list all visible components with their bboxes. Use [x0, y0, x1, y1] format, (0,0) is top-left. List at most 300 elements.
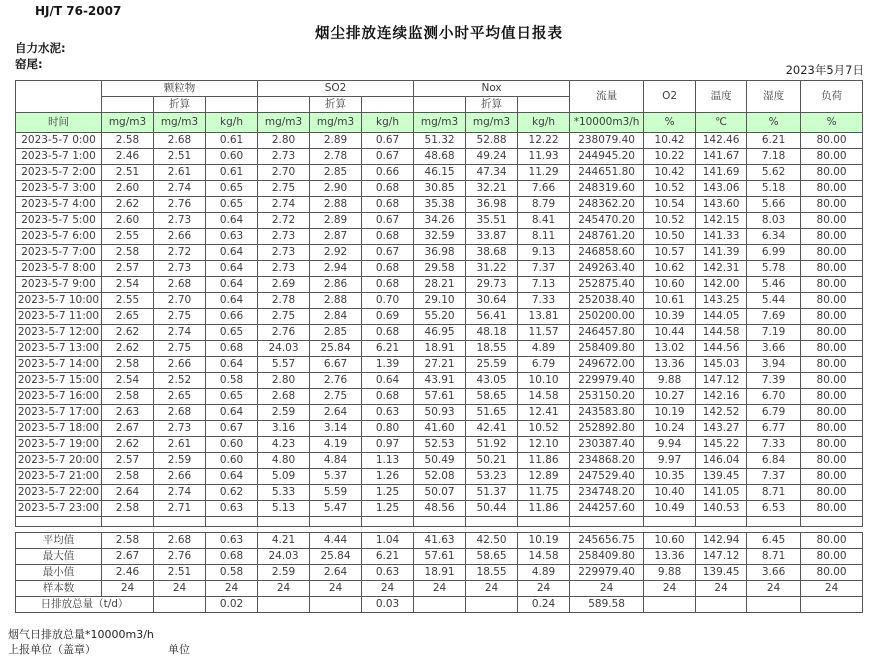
value-cell: 2.66 — [154, 229, 206, 245]
time-cell: 2023-5-7 9:00 — [16, 277, 102, 293]
value-cell: 6.70 — [747, 389, 801, 405]
value-cell: 2.57 — [102, 453, 154, 469]
value-cell: 2.88 — [310, 293, 362, 309]
value-cell: 0.58 — [206, 373, 258, 389]
value-cell: 52.08 — [414, 469, 466, 485]
value-cell: 589.58 — [570, 597, 644, 613]
value-cell: 140.53 — [696, 501, 747, 517]
value-cell: 0.69 — [362, 309, 414, 325]
value-cell: 48.18 — [466, 325, 518, 341]
value-cell: 5.09 — [258, 469, 310, 485]
value-cell: 2.66 — [154, 357, 206, 373]
unit-cell: kg/h — [206, 113, 258, 133]
time-cell: 2023-5-7 11:00 — [16, 309, 102, 325]
value-cell: 80.00 — [801, 341, 863, 357]
value-cell: 2.87 — [310, 229, 362, 245]
value-cell: 0.68 — [362, 229, 414, 245]
value-cell: 10.57 — [644, 245, 696, 261]
table-row — [16, 597, 863, 613]
value-cell — [644, 597, 696, 613]
unit-label: 单位 — [168, 643, 190, 656]
value-cell: 6.21 — [362, 549, 414, 565]
value-cell: 12.22 — [518, 133, 570, 149]
value-cell: 7.66 — [518, 181, 570, 197]
value-cell: 24 — [570, 581, 644, 597]
value-cell: 10.60 — [644, 533, 696, 549]
time-cell: 2023-5-7 20:00 — [16, 453, 102, 469]
table-row — [16, 501, 863, 517]
value-cell: 5.33 — [258, 485, 310, 501]
report-title: 烟尘排放连续监测小时平均值日报表 — [315, 26, 563, 42]
value-cell: 50.93 — [414, 405, 466, 421]
value-cell: 2.85 — [310, 165, 362, 181]
value-cell — [747, 597, 801, 613]
value-cell: 2.51 — [154, 149, 206, 165]
value-cell: 5.37 — [310, 469, 362, 485]
value-cell: 2.59 — [258, 405, 310, 421]
value-cell: 2.58 — [102, 501, 154, 517]
value-cell: 35.38 — [414, 197, 466, 213]
unit-cell: mg/m3 — [466, 113, 518, 133]
daily-total-label: 日排放总量（t/d） — [16, 597, 154, 613]
time-cell: 2023-5-7 16:00 — [16, 389, 102, 405]
value-cell: 80.00 — [801, 469, 863, 485]
value-cell: 10.50 — [644, 229, 696, 245]
group-particulate: 颗粒物 — [102, 81, 258, 97]
value-cell: 6.21 — [747, 133, 801, 149]
value-cell: 0.66 — [206, 309, 258, 325]
value-cell: 2.73 — [154, 421, 206, 437]
value-cell: 34.26 — [414, 213, 466, 229]
value-cell: 42.41 — [466, 421, 518, 437]
value-cell: 1.04 — [362, 533, 414, 549]
value-cell: 80.00 — [801, 565, 863, 581]
time-cell: 2023-5-7 5:00 — [16, 213, 102, 229]
value-cell: 4.89 — [518, 341, 570, 357]
value-cell: 10.42 — [644, 133, 696, 149]
value-cell: 5.66 — [747, 197, 801, 213]
value-cell: 2.64 — [102, 485, 154, 501]
value-cell: 10.40 — [644, 485, 696, 501]
table-row — [16, 133, 863, 149]
value-cell: 2.75 — [154, 341, 206, 357]
value-cell: 24 — [414, 581, 466, 597]
value-cell: 4.44 — [310, 533, 362, 549]
value-cell: 3.66 — [747, 565, 801, 581]
time-cell: 2023-5-7 12:00 — [16, 325, 102, 341]
value-cell: 1.25 — [362, 501, 414, 517]
value-cell: 10.22 — [644, 149, 696, 165]
value-cell: 5.57 — [258, 357, 310, 373]
value-cell: 2.61 — [154, 165, 206, 181]
value-cell: 10.61 — [644, 293, 696, 309]
value-cell: 0.68 — [362, 325, 414, 341]
value-cell: 2.92 — [310, 245, 362, 261]
value-cell: 3.16 — [258, 421, 310, 437]
header-units-row — [16, 113, 863, 133]
value-cell: 12.41 — [518, 405, 570, 421]
empty-cell — [102, 97, 154, 113]
value-cell: 80.00 — [801, 549, 863, 565]
value-cell: 6.53 — [747, 501, 801, 517]
value-cell: 4.84 — [310, 453, 362, 469]
value-cell: 2.76 — [154, 549, 206, 565]
value-cell: 147.12 — [696, 373, 747, 389]
value-cell: 9.94 — [644, 437, 696, 453]
value-cell: 2.72 — [258, 213, 310, 229]
report-date: 2023年5月7日 — [785, 63, 864, 77]
value-cell: 238079.40 — [570, 133, 644, 149]
value-cell: 2.65 — [154, 389, 206, 405]
time-cell: 2023-5-7 17:00 — [16, 405, 102, 421]
value-cell: 10.35 — [644, 469, 696, 485]
value-cell: 0.67 — [362, 245, 414, 261]
value-cell: 2.76 — [310, 373, 362, 389]
value-cell: 248761.20 — [570, 229, 644, 245]
value-cell: 6.84 — [747, 453, 801, 469]
unit-cell: *10000m3/h — [570, 113, 644, 133]
time-cell: 2023-5-7 13:00 — [16, 341, 102, 357]
value-cell: 2.68 — [154, 133, 206, 149]
value-cell: 2.68 — [154, 277, 206, 293]
value-cell: 80.00 — [801, 261, 863, 277]
value-cell: 0.66 — [362, 165, 414, 181]
unit-cell: ℃ — [696, 113, 747, 133]
value-cell: 6.79 — [747, 405, 801, 421]
value-cell: 2.58 — [102, 133, 154, 149]
time-cell: 2023-5-7 6:00 — [16, 229, 102, 245]
value-cell: 80.00 — [801, 325, 863, 341]
value-cell: 2.70 — [154, 293, 206, 309]
value-cell: 50.49 — [414, 453, 466, 469]
value-cell: 2.86 — [310, 277, 362, 293]
value-cell: 253150.20 — [570, 389, 644, 405]
value-cell: 2.73 — [258, 261, 310, 277]
value-cell — [801, 597, 863, 613]
company-name: 自力水泥: — [15, 41, 66, 55]
report-table — [15, 80, 863, 613]
value-cell: 244945.20 — [570, 149, 644, 165]
time-cell: 2023-5-7 10:00 — [16, 293, 102, 309]
value-cell: 80.00 — [801, 181, 863, 197]
summary-row — [16, 533, 863, 549]
value-cell: 0.63 — [362, 405, 414, 421]
value-cell: 246858.60 — [570, 245, 644, 261]
value-cell: 0.63 — [206, 501, 258, 517]
value-cell: 43.05 — [466, 373, 518, 389]
value-cell: 80.00 — [801, 501, 863, 517]
table-row — [16, 309, 863, 325]
value-cell: 7.33 — [747, 437, 801, 453]
table-row — [16, 421, 863, 437]
value-cell: 80.00 — [801, 421, 863, 437]
value-cell: 24 — [644, 581, 696, 597]
value-cell: 0.03 — [362, 597, 414, 613]
value-cell: 142.16 — [696, 389, 747, 405]
value-cell: 10.52 — [644, 213, 696, 229]
value-cell: 50.07 — [414, 485, 466, 501]
unit-cell: kg/h — [362, 113, 414, 133]
spacer-section — [16, 517, 863, 533]
value-cell: 10.19 — [644, 405, 696, 421]
table-row — [16, 181, 863, 197]
value-cell: 52.88 — [466, 133, 518, 149]
value-cell: 234868.20 — [570, 453, 644, 469]
value-cell: 47.34 — [466, 165, 518, 181]
value-cell: 80.00 — [801, 357, 863, 373]
value-cell: 25.84 — [310, 549, 362, 565]
value-cell: 5.62 — [747, 165, 801, 181]
value-cell: 4.19 — [310, 437, 362, 453]
standard-code: HJ/T 76-2007 — [35, 4, 122, 18]
value-cell: 8.71 — [747, 485, 801, 501]
value-cell: 2.60 — [102, 213, 154, 229]
value-cell: 24 — [102, 581, 154, 597]
value-cell: 0.24 — [518, 597, 570, 613]
value-cell: 2.80 — [258, 373, 310, 389]
time-cell: 2023-5-7 0:00 — [16, 133, 102, 149]
value-cell: 46.15 — [414, 165, 466, 181]
summary-label: 样本数 — [16, 581, 102, 597]
time-cell: 2023-5-7 4:00 — [16, 197, 102, 213]
value-cell: 0.64 — [362, 373, 414, 389]
value-cell: 13.36 — [644, 357, 696, 373]
value-cell: 14.58 — [518, 389, 570, 405]
value-cell: 246457.80 — [570, 325, 644, 341]
value-cell: 10.54 — [644, 197, 696, 213]
value-cell: 0.62 — [206, 485, 258, 501]
summary-label: 最大值 — [16, 549, 102, 565]
value-cell: 18.55 — [466, 341, 518, 357]
value-cell: 141.33 — [696, 229, 747, 245]
value-cell: 141.39 — [696, 245, 747, 261]
value-cell: 2.89 — [310, 133, 362, 149]
table-row — [16, 485, 863, 501]
value-cell: 51.65 — [466, 405, 518, 421]
empty-cell — [362, 97, 414, 113]
table-row — [16, 245, 863, 261]
value-cell: 4.21 — [258, 533, 310, 549]
value-cell: 2.59 — [154, 453, 206, 469]
value-cell: 10.49 — [644, 501, 696, 517]
table-row — [16, 229, 863, 245]
value-cell: 2.55 — [102, 229, 154, 245]
summary-label: 平均值 — [16, 533, 102, 549]
header-humidity: 湿度 — [747, 81, 801, 113]
value-cell: 2.67 — [102, 549, 154, 565]
value-cell: 139.45 — [696, 565, 747, 581]
header-o2: O2 — [644, 81, 696, 113]
value-cell: 10.39 — [644, 309, 696, 325]
value-cell: 2.62 — [102, 325, 154, 341]
summary-body — [16, 533, 863, 597]
value-cell: 50.44 — [466, 501, 518, 517]
value-cell: 146.04 — [696, 453, 747, 469]
value-cell: 9.88 — [644, 373, 696, 389]
value-cell: 1.26 — [362, 469, 414, 485]
header-group-row — [16, 81, 863, 97]
value-cell: 247529.40 — [570, 469, 644, 485]
value-cell: 0.67 — [206, 421, 258, 437]
value-cell: 2.67 — [102, 421, 154, 437]
value-cell: 9.97 — [644, 453, 696, 469]
header-empty-cell — [16, 81, 102, 113]
value-cell: 8.11 — [518, 229, 570, 245]
value-cell: 48.56 — [414, 501, 466, 517]
value-cell — [154, 597, 206, 613]
empty-cell — [206, 97, 258, 113]
value-cell: 2.75 — [258, 181, 310, 197]
value-cell: 7.33 — [518, 293, 570, 309]
value-cell: 2.94 — [310, 261, 362, 277]
value-cell: 5.46 — [747, 277, 801, 293]
value-cell: 80.00 — [801, 149, 863, 165]
value-cell: 0.68 — [362, 389, 414, 405]
value-cell: 6.99 — [747, 245, 801, 261]
value-cell: 0.60 — [206, 437, 258, 453]
value-cell: 2.57 — [102, 261, 154, 277]
value-cell: 229979.40 — [570, 373, 644, 389]
value-cell: 24 — [518, 581, 570, 597]
value-cell: 6.67 — [310, 357, 362, 373]
value-cell: 6.34 — [747, 229, 801, 245]
value-cell: 2.58 — [102, 245, 154, 261]
group-so2: SO2 — [258, 81, 414, 97]
value-cell: 9.88 — [644, 565, 696, 581]
value-cell: 2.85 — [310, 325, 362, 341]
value-cell: 2.59 — [258, 565, 310, 581]
value-cell: 2.54 — [102, 373, 154, 389]
value-cell: 33.87 — [466, 229, 518, 245]
value-cell: 41.63 — [414, 533, 466, 549]
value-cell: 11.86 — [518, 453, 570, 469]
value-cell: 2.78 — [258, 293, 310, 309]
value-cell: 48.68 — [414, 149, 466, 165]
value-cell: 2.46 — [102, 149, 154, 165]
value-cell: 142.52 — [696, 405, 747, 421]
value-cell: 2.68 — [258, 389, 310, 405]
summary-row — [16, 549, 863, 565]
value-cell: 80.00 — [801, 373, 863, 389]
value-cell: 142.46 — [696, 133, 747, 149]
value-cell: 0.68 — [362, 277, 414, 293]
value-cell: 27.21 — [414, 357, 466, 373]
value-cell: 24 — [747, 581, 801, 597]
value-cell: 2.88 — [310, 197, 362, 213]
value-cell: 2.74 — [154, 485, 206, 501]
value-cell: 49.24 — [466, 149, 518, 165]
value-cell: 5.78 — [747, 261, 801, 277]
value-cell: 2.73 — [258, 149, 310, 165]
value-cell: 32.21 — [466, 181, 518, 197]
value-cell: 2.61 — [154, 437, 206, 453]
reporting-unit-label: 上报单位（盖章） — [8, 643, 96, 656]
value-cell: 2.68 — [154, 405, 206, 421]
value-cell: 2.62 — [102, 341, 154, 357]
value-cell: 0.60 — [206, 149, 258, 165]
value-cell: 24 — [362, 581, 414, 597]
value-cell: 80.00 — [801, 165, 863, 181]
unit-cell: % — [747, 113, 801, 133]
value-cell: 80.00 — [801, 277, 863, 293]
time-cell: 2023-5-7 21:00 — [16, 469, 102, 485]
empty-cell — [518, 97, 570, 113]
value-cell: 42.50 — [466, 533, 518, 549]
value-cell: 1.13 — [362, 453, 414, 469]
value-cell: 258409.80 — [570, 549, 644, 565]
value-cell: 30.64 — [466, 293, 518, 309]
value-cell: 10.19 — [518, 533, 570, 549]
value-cell: 10.60 — [644, 277, 696, 293]
value-cell: 2.68 — [154, 533, 206, 549]
value-cell: 143.60 — [696, 197, 747, 213]
value-cell: 18.91 — [414, 341, 466, 357]
value-cell: 2.84 — [310, 309, 362, 325]
value-cell: 249672.00 — [570, 357, 644, 373]
time-cell: 2023-5-7 3:00 — [16, 181, 102, 197]
value-cell: 10.52 — [518, 421, 570, 437]
value-cell: 0.67 — [362, 213, 414, 229]
value-cell: 2.71 — [154, 501, 206, 517]
table-header — [16, 81, 863, 133]
value-cell: 2.74 — [258, 197, 310, 213]
value-cell: 2.51 — [102, 165, 154, 181]
header-load: 负荷 — [801, 81, 863, 113]
value-cell: 58.65 — [466, 389, 518, 405]
value-cell: 51.37 — [466, 485, 518, 501]
value-cell: 35.51 — [466, 213, 518, 229]
value-cell: 141.67 — [696, 149, 747, 165]
value-cell: 0.64 — [206, 293, 258, 309]
value-cell: 0.63 — [362, 565, 414, 581]
value-cell: 80.00 — [801, 293, 863, 309]
unit-cell: mg/m3 — [154, 113, 206, 133]
value-cell: 142.31 — [696, 261, 747, 277]
value-cell: 0.80 — [362, 421, 414, 437]
value-cell: 0.64 — [206, 405, 258, 421]
value-cell: 144.05 — [696, 309, 747, 325]
value-cell: 10.52 — [644, 181, 696, 197]
time-cell: 2023-5-7 15:00 — [16, 373, 102, 389]
value-cell: 2.75 — [258, 309, 310, 325]
value-cell — [696, 597, 747, 613]
value-cell: 0.67 — [362, 133, 414, 149]
value-cell: 5.59 — [310, 485, 362, 501]
value-cell: 4.23 — [258, 437, 310, 453]
value-cell: 2.73 — [258, 229, 310, 245]
value-cell: 24 — [696, 581, 747, 597]
value-cell: 139.45 — [696, 469, 747, 485]
value-cell: 32.59 — [414, 229, 466, 245]
value-cell: 29.58 — [414, 261, 466, 277]
value-cell: 2.58 — [102, 389, 154, 405]
table-row — [16, 325, 863, 341]
time-cell: 2023-5-7 7:00 — [16, 245, 102, 261]
value-cell: 248362.20 — [570, 197, 644, 213]
value-cell: 24 — [258, 581, 310, 597]
value-cell: 0.58 — [206, 565, 258, 581]
value-cell: 11.75 — [518, 485, 570, 501]
value-cell: 24 — [466, 581, 518, 597]
value-cell: 2.74 — [154, 181, 206, 197]
time-cell: 2023-5-7 1:00 — [16, 149, 102, 165]
empty-row — [16, 517, 863, 527]
value-cell: 24 — [154, 581, 206, 597]
value-cell: 2.74 — [154, 325, 206, 341]
value-cell: 252038.40 — [570, 293, 644, 309]
value-cell: 38.68 — [466, 245, 518, 261]
unit-cell: % — [801, 113, 863, 133]
